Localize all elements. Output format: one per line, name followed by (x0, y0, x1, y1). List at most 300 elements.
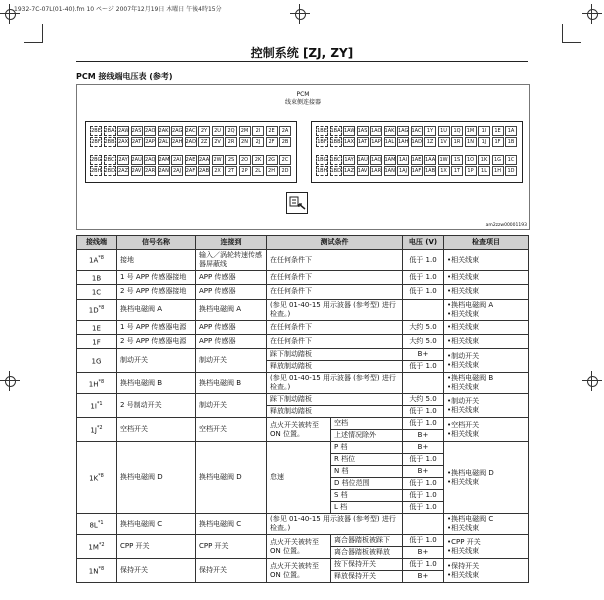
connected-to-cell: 输入／涡轮转速传感器屏蔽线 (196, 250, 267, 271)
right-connector-pin: 1Y (424, 126, 436, 136)
left-connector-pin: 2AW (118, 128, 130, 134)
right-connector-pin: 1R (451, 137, 463, 147)
condition-cell: 在任何条件下 (267, 285, 403, 299)
left-connector-pin: 2BC (104, 157, 115, 163)
title-rule (76, 61, 528, 62)
terminal-cell (77, 442, 117, 514)
right-connector-pin: 1U (438, 126, 450, 136)
left-connector-pin: 2W (213, 157, 222, 163)
right-connector-pin: 1AH (398, 139, 409, 145)
crop-mark-icon (562, 24, 581, 43)
table-row (77, 394, 529, 406)
left-connector-pin: 2BH (91, 168, 102, 174)
sub-condition-cell: 离合器踏板被释放 (331, 547, 403, 559)
inspection-item: • 换档电磁阀 B (447, 374, 525, 383)
terminal-cell (77, 535, 117, 559)
voltage-cell: B+ (403, 349, 444, 361)
right-connector-pin: 1E (492, 126, 504, 136)
signal-cell: 换档电磁阀 A (117, 299, 196, 320)
voltage-cell: 大约 5.0 (403, 320, 444, 334)
right-connector-pin: 1BD (330, 168, 341, 174)
inspection-item: • 相关线束 (447, 310, 525, 319)
left-connector-pin: 2M (239, 126, 251, 136)
left-connector-pin: 2L (252, 166, 264, 176)
connected-to-cell: CPP 开关 (196, 535, 267, 559)
connected-to-cell: 制动开关 (196, 394, 267, 418)
page-title: 控制系统 [ZJ, ZY] (250, 46, 354, 60)
left-connector-pin: 2AK (158, 128, 169, 134)
table-row (77, 559, 529, 571)
inspection-item: • 相关线束 (447, 361, 525, 370)
right-connector-pin: 1V (438, 137, 450, 147)
inspection-cell (444, 535, 529, 559)
left-connector-pin: 2AT (131, 139, 142, 145)
connected-to-cell: 换档电磁阀 D (196, 442, 267, 514)
terminal-cell (77, 418, 117, 442)
terminal-id: 1C (91, 288, 102, 297)
voltage-cell: 低于 1.0 (403, 285, 444, 299)
left-connector-pin: 2AQ (145, 157, 156, 163)
terminal-cell (77, 373, 117, 394)
connected-to-cell: 换档电磁阀 A (196, 299, 267, 320)
right-connector-pin: 1H (492, 166, 504, 176)
terminal-id: 1D (88, 306, 99, 315)
inspection-item: • 相关线束 (447, 256, 525, 265)
voltage-cell: 大约 5.0 (403, 334, 444, 348)
terminal-id: 8L (89, 520, 98, 529)
header-voltage: 电压 (V) (403, 236, 444, 250)
right-connector-pin: 1AA (425, 157, 436, 163)
sub-condition-cell: D 档位范围 (331, 478, 403, 490)
inspection-cell (444, 349, 529, 373)
image-code: am2zzw00001193 (485, 223, 527, 228)
right-connector-pin: 1AV (357, 168, 368, 174)
left-connector-pin: 2BA (104, 128, 115, 134)
table-row (77, 299, 529, 320)
terminal-id: 1B (91, 274, 102, 283)
right-connector-pin: 1K (478, 155, 490, 165)
condition-cell: (参见 01-40-15 用示波器 (参考型) 进行检查。) (267, 373, 403, 394)
right-connector-pin: 1AK (384, 128, 395, 134)
table-row (77, 349, 529, 361)
left-connector-pin: 2X (212, 166, 224, 176)
registration-mark-icon (0, 4, 20, 24)
signal-cell: 换档电磁阀 B (117, 373, 196, 394)
left-connector-pin: 2H (266, 166, 278, 176)
terminal-note: *8 (98, 255, 104, 262)
left-connector-pin: 2AA (199, 157, 210, 163)
table-row (77, 320, 529, 334)
right-connector-pin: 1AI (398, 157, 408, 163)
terminal-id: 1F (92, 338, 101, 347)
left-connector-pin: 2AL (158, 139, 169, 145)
terminal-note: *8 (98, 473, 104, 480)
sub-condition-cell: P 档 (331, 442, 403, 454)
table-row (77, 418, 529, 430)
left-connector-pin: 2AD (185, 139, 196, 145)
diagram-label (77, 91, 529, 107)
right-connector-pin: 1AJ (398, 168, 408, 174)
right-connector-pin: 1AU (357, 157, 368, 163)
inspection-item: • 相关线束 (447, 430, 525, 439)
condition-cell: 踩下制动踏板 (267, 394, 403, 406)
condition-cell: (参见 01-40-15 用示波器 (参考型) 进行检查。) (267, 299, 403, 320)
terminal-note: *2 (96, 425, 103, 432)
left-connector-pin: 2Q (225, 126, 237, 136)
left-connector-pin: 2AX (118, 139, 129, 145)
voltage-cell: 低于 1.0 (403, 271, 444, 285)
voltage-cell: B+ (403, 547, 444, 559)
voltage-cell: 低于 1.0 (403, 250, 444, 271)
sub-condition-cell: 离合器踏板被踩下 (331, 535, 403, 547)
right-connector-pin: 1BF (317, 139, 327, 145)
terminal-id: 1I (90, 402, 97, 411)
inspection-cell (444, 514, 529, 535)
left-connector-pin: 2AF (185, 168, 196, 174)
sub-condition-cell: 按下保持开关 (331, 559, 403, 571)
registration-mark-icon (582, 371, 602, 391)
connected-to-cell: 保持开关 (196, 559, 267, 583)
condition-cell: (参见 01-40-15 用示波器 (参考型) 进行检查。) (267, 514, 403, 535)
header-terminal: 接线端 (77, 236, 117, 250)
inspection-item: • 保持开关 (447, 562, 525, 571)
voltage-cell: B+ (403, 571, 444, 583)
condition-cell: 在任何条件下 (267, 250, 403, 271)
condition-cell: 释放制动踏板 (267, 361, 403, 373)
voltage-cell: B+ (403, 442, 444, 454)
voltage-cell: 低于 1.0 (403, 478, 444, 490)
right-connector-pin: 1AL (384, 139, 395, 145)
right-connector-pin: 1B (505, 137, 517, 147)
left-connector-pin: 2F (266, 137, 278, 147)
inspection-item: • 相关线束 (447, 547, 525, 556)
connected-to-cell: 换档电磁阀 B (196, 373, 267, 394)
inspection-cell (444, 373, 529, 394)
left-connector-pin: 2AB (199, 168, 210, 174)
inspection-item: • 相关线束 (447, 406, 525, 415)
inspection-cell (444, 320, 529, 334)
voltage-cell: B+ (403, 466, 444, 478)
inspection-item: • 换档电磁阀 D (447, 469, 525, 478)
inspection-item: • 相关线束 (447, 323, 525, 332)
inspection-item: • 相关线束 (447, 287, 525, 296)
diagram-label-pcm: PCM (296, 91, 310, 98)
left-connector-pin: 2AY (118, 157, 128, 163)
terminal-note: *1 (96, 401, 103, 408)
sub-condition-cell: S 档 (331, 490, 403, 502)
left-connector-pin: 2E (266, 126, 278, 136)
left-connector-pin: 2V (212, 137, 224, 147)
signal-cell: 制动开关 (117, 349, 196, 373)
table-row (77, 535, 529, 547)
inspection-cell (444, 250, 529, 271)
table-header-row (77, 236, 529, 250)
condition-cell: 在任何条件下 (267, 271, 403, 285)
inspection-cell (444, 418, 529, 442)
terminal-id: 1N (88, 567, 99, 576)
right-connector-pin: 1AX (344, 139, 355, 145)
left-connector-pin: 2AO (145, 128, 156, 134)
left-connector-pin: 2AU (131, 157, 142, 163)
left-connector-pin: 2P (239, 166, 251, 176)
voltage-cell: 低于 1.0 (403, 535, 444, 547)
right-connector-pin: 1S (451, 155, 463, 165)
right-connector-pin: 1AG (398, 128, 409, 134)
right-connector-pin: 1X (438, 166, 450, 176)
left-connector-pin: 2BG (91, 157, 102, 163)
left-connector-pin: 2AM (158, 157, 170, 163)
left-connector-pin: 2BF (91, 139, 101, 145)
sub-condition-cell: L 档 (331, 502, 403, 514)
header-connected-to: 连接到 (196, 236, 267, 250)
inspection-cell (444, 442, 529, 514)
left-connector-pin: 2AR (145, 168, 156, 174)
connected-to-cell: 换档电磁阀 C (196, 514, 267, 535)
signal-cell: 空档开关 (117, 418, 196, 442)
left-connector-pin: 2S (225, 155, 237, 165)
right-connector-pin: 1F (492, 137, 504, 147)
inspection-item: • 相关线束 (447, 273, 525, 282)
terminal-cell (77, 349, 117, 373)
condition-cell: 点火开关被转至 ON 位置。 (267, 559, 331, 583)
right-connector-pin: 1BG (317, 157, 328, 163)
right-connector-pin: 1BC (330, 157, 341, 163)
voltage-cell (403, 514, 444, 535)
inspection-item: • 空档开关 (447, 421, 525, 430)
left-connector-pin: 2AV (131, 168, 142, 174)
inspection-cell (444, 394, 529, 418)
connector-check-icon (286, 192, 308, 214)
right-connector-pin: 1G (492, 155, 504, 165)
inspection-item: • 制动开关 (447, 352, 525, 361)
left-connector-pin: 2R (225, 137, 237, 147)
inspection-item: • 相关线束 (447, 478, 525, 487)
left-connector-pin: 2G (266, 155, 278, 165)
terminal-note: *8 (98, 304, 105, 311)
right-connector-pin: 1AS (357, 128, 368, 134)
left-connector-pin: 2BD (104, 168, 115, 174)
section-subtitle: PCM 接线端电压表 (参考) (76, 72, 173, 81)
table-row (77, 514, 529, 535)
terminal-cell (77, 334, 117, 348)
connected-to-cell: APP 传感器 (196, 285, 267, 299)
right-connector-pin: 1N (465, 137, 477, 147)
voltage-cell: 低于 1.0 (403, 406, 444, 418)
right-connector-pin: 1O (465, 155, 477, 165)
left-connector-pin: 2BB (104, 139, 115, 145)
terminal-id: 1K (89, 474, 99, 483)
signal-cell: 换档电磁阀 D (117, 442, 196, 514)
right-connector-pin: 1AM (384, 157, 396, 163)
terminal-note: *8 (98, 566, 105, 573)
left-connector-pin: 2AH (172, 139, 183, 145)
right-connector-pin: 1BA (330, 128, 341, 134)
left-connector-pin: 2AE (185, 157, 196, 163)
terminal-id: 1M (88, 543, 99, 552)
right-connector-pin: 1BE (317, 128, 327, 134)
inspection-item: • 相关线束 (447, 524, 525, 533)
voltage-cell: 低于 1.0 (403, 361, 444, 373)
registration-mark-icon (582, 4, 602, 24)
left-connector-pin: 2U (212, 126, 224, 136)
inspection-item: • 相关线束 (447, 571, 525, 580)
right-connector-pin: 1AQ (371, 157, 382, 163)
left-connector-pin: 2AZ (118, 168, 129, 174)
connected-to-cell: APP 传感器 (196, 271, 267, 285)
signal-cell: 2 号 APP 传感器电源 (117, 334, 196, 348)
table-row (77, 271, 529, 285)
inspection-item: • 制动开关 (447, 397, 525, 406)
left-connector-pin: 2AS (131, 128, 142, 134)
condition-cell: 点火开关被转至 ON 位置。 (267, 418, 331, 442)
registration-mark-icon (0, 371, 20, 391)
right-connector-pin: 1AN (384, 168, 395, 174)
condition-cell: 怠速 (267, 442, 331, 514)
registration-mark-icon (290, 4, 310, 24)
right-connector-pin: 1AC (411, 128, 422, 134)
right-connector-pin: 1M (465, 126, 477, 136)
inspection-item: • 换档电磁阀 A (447, 301, 525, 310)
left-connector-pin: 2N (239, 137, 251, 147)
voltage-cell: 低于 1.0 (403, 502, 444, 514)
right-connector-pin: 1AD (411, 139, 422, 145)
left-connector-pin: 2AG (172, 128, 183, 134)
terminal-cell (77, 299, 117, 320)
right-connector-pin: 1AY (344, 157, 354, 163)
header-inspection: 检查项目 (444, 236, 529, 250)
terminal-note: *1 (97, 519, 104, 526)
voltage-cell (403, 373, 444, 394)
right-connector-pin: 1T (451, 166, 463, 176)
terminal-cell (77, 285, 117, 299)
left-connector-pin: 2AJ (172, 168, 182, 174)
sub-condition-cell: 上述情况除外 (331, 430, 403, 442)
left-connector-pin: 2A (279, 126, 291, 136)
left-connector-pin: 2O (239, 155, 251, 165)
right-connector-pin: 1AE (411, 157, 422, 163)
right-connector-pin: 1AT (357, 139, 368, 145)
crop-mark-icon (24, 24, 43, 43)
inspection-cell (444, 299, 529, 320)
left-connector-pin: 2B (279, 137, 291, 147)
right-connector-pin: 1AB (425, 168, 436, 174)
right-connector-pin: 1AR (371, 168, 382, 174)
voltage-cell: B+ (403, 430, 444, 442)
right-connector-pin: 1AF (411, 168, 422, 174)
connector-diagram (76, 84, 530, 230)
terminal-id: 1A (89, 256, 99, 265)
inspection-item: • 相关线束 (447, 383, 525, 392)
left-connector-pin: 2AI (172, 157, 182, 163)
terminal-cell (77, 559, 117, 583)
condition-cell: 踩下制动踏板 (267, 349, 403, 361)
header-signal: 信号名称 (117, 236, 196, 250)
voltage-cell: 低于 1.0 (403, 490, 444, 502)
terminal-id: 1G (91, 357, 102, 366)
terminal-id: 1J (90, 426, 97, 435)
sub-condition-cell: 空档 (331, 418, 403, 430)
left-connector-pin: 2C (279, 155, 291, 165)
connected-to-cell: 空档开关 (196, 418, 267, 442)
signal-cell: 接地 (117, 250, 196, 271)
left-connector-pin: 2BE (91, 128, 101, 134)
condition-cell: 在任何条件下 (267, 334, 403, 348)
right-connector-pin: 1L (478, 166, 490, 176)
voltage-cell (403, 299, 444, 320)
signal-cell: 2 号 APP 传感器接地 (117, 285, 196, 299)
left-connector-pin: 2Y (198, 126, 210, 136)
signal-cell: 2 号制动开关 (117, 394, 196, 418)
left-connector-pin: 2AC (185, 128, 196, 134)
header-test-condition: 测试条件 (267, 236, 403, 250)
left-connector (85, 121, 297, 183)
signal-cell: 保持开关 (117, 559, 196, 583)
right-connector-pin: 1BB (330, 139, 341, 145)
table-row (77, 285, 529, 299)
terminal-note: *8 (98, 378, 105, 385)
condition-cell: 在任何条件下 (267, 320, 403, 334)
signal-cell: 1 号 APP 传感器电源 (117, 320, 196, 334)
left-connector-pin: 2AN (158, 168, 169, 174)
signal-cell: 换档电磁阀 C (117, 514, 196, 535)
condition-cell: 释放制动踏板 (267, 406, 403, 418)
inspection-item: • 换档电磁阀 C (447, 515, 525, 524)
left-connector-pin: 2AP (145, 139, 155, 145)
left-connector-pin: 2I (252, 126, 264, 136)
sub-condition-cell: R 档位 (331, 454, 403, 466)
right-connector-pin: 1Z (424, 137, 436, 147)
terminal-cell (77, 514, 117, 535)
connected-to-cell: APP 传感器 (196, 320, 267, 334)
right-connector-pin: 1AZ (344, 168, 355, 174)
connected-to-cell: 制动开关 (196, 349, 267, 373)
voltage-cell: 大约 5.0 (403, 394, 444, 406)
left-connector-pin: 2J (252, 137, 264, 147)
condition-cell: 点火开关被转至 ON 位置。 (267, 535, 331, 559)
right-connector (311, 121, 523, 183)
voltage-cell: 低于 1.0 (403, 559, 444, 571)
terminal-cell (77, 250, 117, 271)
right-connector-pin: 1P (465, 166, 477, 176)
table-row (77, 442, 529, 454)
table-row (77, 373, 529, 394)
terminal-cell (77, 394, 117, 418)
sub-condition-cell: 释放保持开关 (331, 571, 403, 583)
right-connector-pin: 1W (439, 157, 448, 163)
left-connector-pin: 2T (225, 166, 237, 176)
terminal-voltage-table (76, 235, 529, 583)
terminal-id: 1E (92, 323, 101, 332)
left-connector-pin: 2K (252, 155, 264, 165)
inspection-item: • 相关线束 (447, 337, 525, 346)
terminal-cell (77, 271, 117, 285)
terminal-note: *2 (98, 542, 105, 549)
print-header: 1932-7C-07L(01-40).fm 10 ページ 2007年12月19日 木曜日 午後4時15分 (14, 6, 222, 13)
signal-cell: CPP 开关 (117, 535, 196, 559)
terminal-cell (77, 320, 117, 334)
diagram-label-harness: 线束侧连接器 (284, 99, 321, 106)
voltage-cell: 低于 1.0 (403, 418, 444, 430)
left-connector-pin: 2D (279, 166, 291, 176)
right-connector-pin: 1BH (317, 168, 328, 174)
right-connector-pin: 1C (505, 155, 517, 165)
right-connector-pin: 1Q (451, 126, 463, 136)
right-connector-pin: 1I (478, 126, 490, 136)
right-connector-pin: 1D (505, 166, 517, 176)
table-row (77, 334, 529, 348)
inspection-cell (444, 334, 529, 348)
right-connector-pin: 1J (478, 137, 490, 147)
